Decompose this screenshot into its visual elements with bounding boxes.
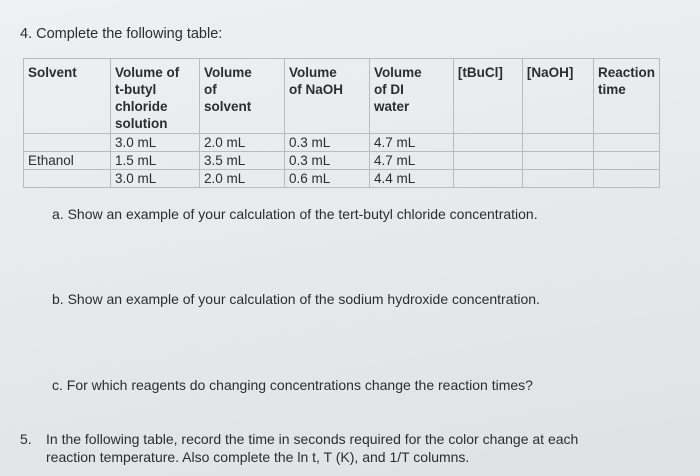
question-5-line-1: In the following table, record the time in seconds required for the color change at each: [46, 431, 579, 447]
reaction-time-cell: [593, 152, 659, 170]
header-solvent: Solvent: [24, 59, 111, 134]
concentration-table: [23, 58, 660, 188]
solvent-cell: [24, 170, 111, 188]
vol-di-cell: 4.7 mL: [369, 152, 453, 170]
question-4c: c. For which reagents do changing concentrations change the reaction times?: [52, 377, 533, 393]
header-volume-solvent: Volume of solvent: [199, 59, 284, 134]
reaction-time-cell: [593, 170, 659, 188]
reaction-time-cell: [593, 134, 659, 152]
question-4b: b. Show an example of your calculation of the sodium hydroxide concentration.: [52, 291, 540, 307]
header-tbucl-concentration: [tBuCl]: [453, 59, 522, 134]
question-4-title: 4. Complete the following table:: [20, 26, 223, 42]
vol-naoh-cell: 0.3 mL: [284, 134, 369, 152]
vol-solvent-cell: 3.5 mL: [199, 152, 284, 170]
tbucl-cell: [453, 134, 522, 152]
solvent-cell: [24, 134, 111, 152]
question-4a: a. Show an example of your calculation of the tert-butyl chloride concentration.: [52, 206, 538, 222]
naoh-cell: [522, 170, 593, 188]
vol-di-cell: 4.7 mL: [369, 134, 453, 152]
vol-naoh-cell: 0.6 mL: [284, 170, 369, 188]
header-volume-naoh: Volume of NaOH: [284, 59, 369, 134]
naoh-cell: [522, 134, 593, 152]
vol-di-cell: 4.4 mL: [369, 170, 453, 188]
header-volume-tbutyl-chloride: Volume of t-butyl chloride solution: [110, 59, 199, 134]
solvent-cell: Ethanol: [24, 152, 111, 170]
header-naoh-concentration: [NaOH]: [522, 59, 593, 134]
table-row: [24, 170, 660, 188]
table-row: [24, 134, 660, 152]
question-5-line-2: reaction temperature. Also complete the ln t, T (K), and 1/T columns.: [46, 449, 470, 465]
vol-solvent-cell: 2.0 mL: [199, 170, 284, 188]
table-header-row: [24, 59, 660, 134]
header-reaction-time: Reaction time: [593, 59, 659, 134]
header-volume-di-water: Volume of DI water: [369, 59, 453, 134]
table-row: [24, 152, 660, 170]
naoh-cell: [522, 152, 593, 170]
vol-solvent-cell: 2.0 mL: [199, 134, 284, 152]
tbucl-cell: [453, 170, 522, 188]
tbucl-cell: [453, 152, 522, 170]
vol-tbutyl-cell: 3.0 mL: [110, 134, 199, 152]
vol-tbutyl-cell: 3.0 mL: [110, 170, 199, 188]
question-5-number: 5.: [20, 431, 32, 447]
vol-tbutyl-cell: 1.5 mL: [110, 152, 199, 170]
vol-naoh-cell: 0.3 mL: [284, 152, 369, 170]
